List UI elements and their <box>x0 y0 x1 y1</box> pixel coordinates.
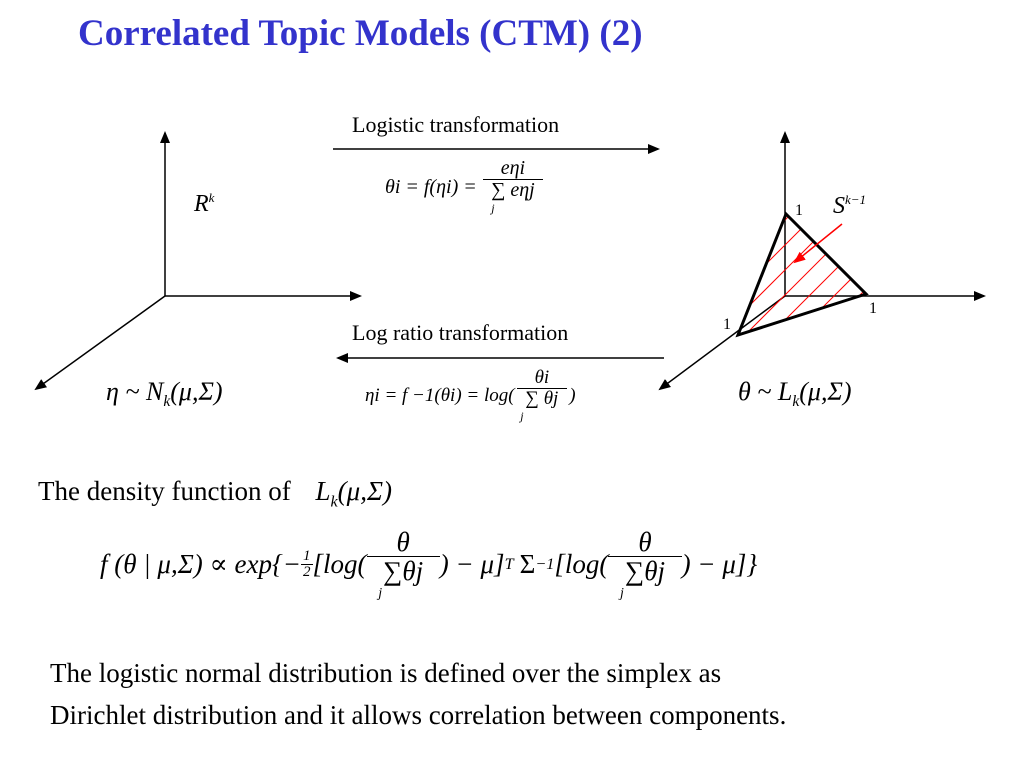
rk-label: $R^k$ <box>194 190 215 217</box>
caption-line-1: The logistic normal distribution is defined over the simplex as <box>50 658 722 688</box>
logistic-formula: θi = f(ηi) = eηi ∑ eηj j <box>385 158 543 216</box>
left-axes <box>36 133 360 389</box>
logratio-label: Log ratio transformation <box>352 320 569 345</box>
density-fraction-2: θ ∑θj j <box>608 528 681 602</box>
logistic-fraction: eηi ∑ eηj j <box>483 158 543 216</box>
slide-title: Correlated Topic Models (CTM) (2) <box>78 13 643 54</box>
theta-distribution: θ ~ $L_k(\mu,\Sigma)$ <box>738 377 852 411</box>
vertex-label-left: 1 <box>723 316 731 333</box>
vertex-label-right: 1 <box>869 300 877 317</box>
right-axes <box>660 133 984 389</box>
simplex-label: $S^{k-1}$ <box>833 192 867 219</box>
density-intro-math: $L_k(\mu,\Sigma)$ <box>315 476 393 511</box>
density-intro: The density function of $L_k(\mu,\Sigma)$ <box>38 476 393 511</box>
density-fraction-1: θ ∑θj j <box>367 528 440 602</box>
caption-line-2: Dirichlet distribution and it allows correlation between components. <box>50 700 787 730</box>
half-fraction: $\frac{1}{2}$ <box>303 547 311 581</box>
logratio-formula: ηi = f −1(θi) = log( θi ∑ θj j ) <box>365 367 576 423</box>
density-formula: f (θ | μ,Σ) ∝ exp{− $\frac{1}{2}$ [log( θ ∑θj j ) − μ] T Σ −1 [log( θ ∑θj j ) − μ]} <box>100 527 758 601</box>
eta-distribution: η ~ $N_k(\mu,\Sigma)$ <box>106 377 223 411</box>
logistic-label: Logistic transformation <box>352 112 560 137</box>
vertex-label-top: 1 <box>795 202 803 219</box>
logratio-fraction: θi ∑ θj j <box>517 368 568 424</box>
